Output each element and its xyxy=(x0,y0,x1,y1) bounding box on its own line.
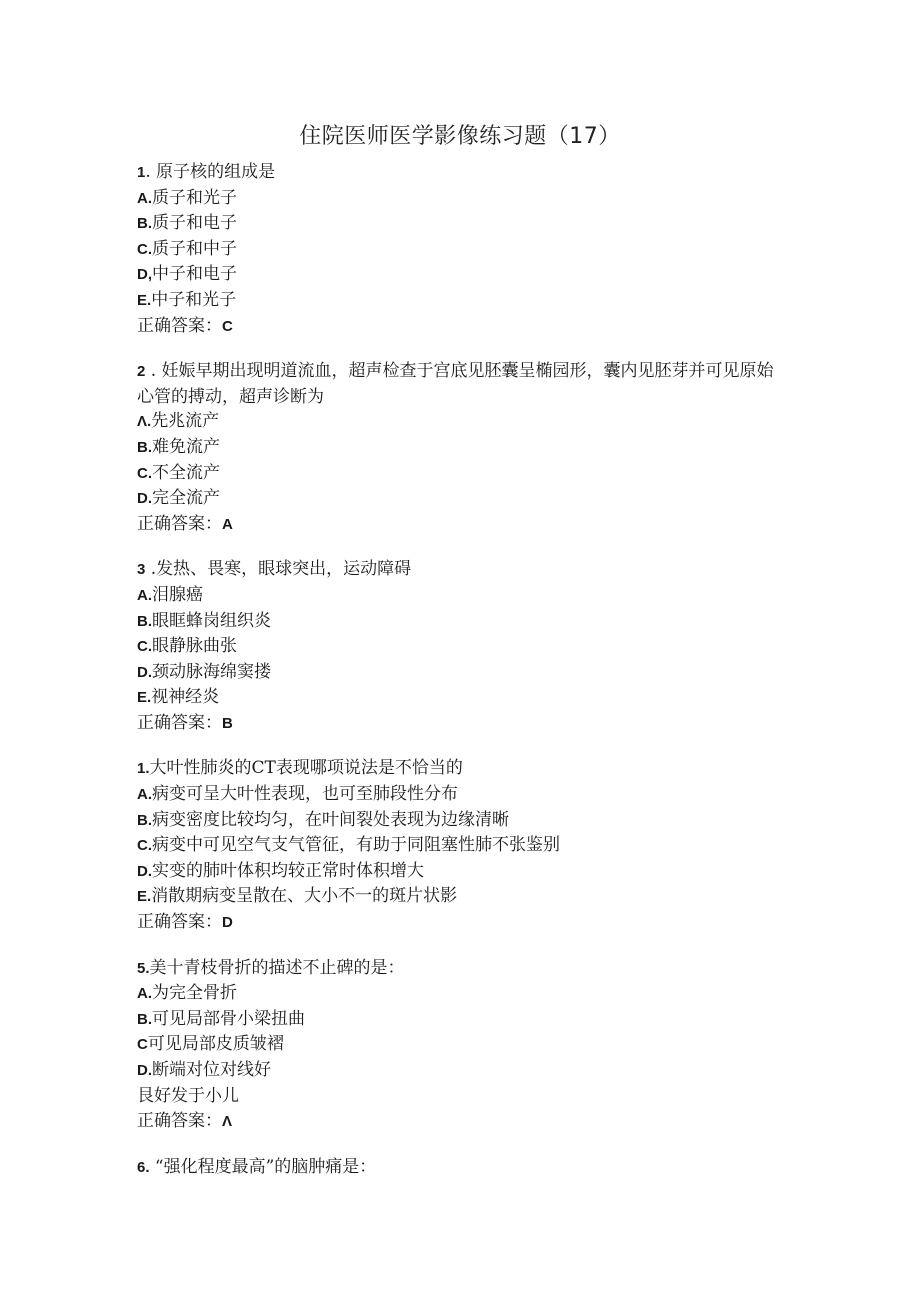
option-a xyxy=(137,583,787,609)
option-a xyxy=(137,409,787,435)
answer-value: D xyxy=(222,914,233,932)
question-stem xyxy=(137,359,787,409)
option-text: 可见局部皮质皱褶 xyxy=(147,1034,284,1055)
option-text: 病变可呈大叶性表现，也可至肺段性分布 xyxy=(152,784,458,805)
option-mark: E. xyxy=(137,291,152,309)
option-mark: C. xyxy=(137,464,152,482)
question-text: “强化程度最高”的脑肿痛是： xyxy=(154,1156,377,1177)
answer-value: Λ xyxy=(222,1113,233,1131)
option-text: 视神经炎 xyxy=(151,687,220,708)
option-mark: A. xyxy=(137,586,152,604)
option-e xyxy=(137,685,787,711)
option-mark: D. xyxy=(137,663,152,681)
question-item xyxy=(137,160,787,339)
option-mark: D. xyxy=(137,490,152,508)
question-item xyxy=(137,359,787,537)
option-c xyxy=(137,461,787,487)
option-d xyxy=(137,660,787,686)
option-mark: B. xyxy=(137,438,152,456)
question-number: 3 xyxy=(137,561,146,579)
option-text: 可见局部骨小梁扭曲 xyxy=(152,1008,305,1029)
option-text: 先兆流产 xyxy=(151,411,220,432)
answer-label: 正确答案： xyxy=(137,315,222,336)
option-mark: D, xyxy=(137,266,152,284)
question-stem xyxy=(137,756,787,782)
option-d xyxy=(137,1058,787,1084)
option-mark: E. xyxy=(137,888,152,906)
question-item xyxy=(137,557,787,736)
answer-label: 正确答案： xyxy=(137,513,222,534)
question-number: 6. xyxy=(137,1158,150,1176)
option-mark: B. xyxy=(137,612,152,630)
option-c xyxy=(137,833,787,859)
option-text: 实变的肺叶体积均较正常时体积增大 xyxy=(152,860,424,881)
option-b xyxy=(137,435,787,461)
question-number: 1 xyxy=(137,164,146,181)
option-d xyxy=(137,262,787,288)
option-text: 为完全骨折 xyxy=(152,983,237,1004)
option-mark: E. xyxy=(137,689,152,707)
option-b xyxy=(137,808,787,834)
option-text: 艮好发于小儿 xyxy=(137,1085,239,1106)
option-a xyxy=(137,981,787,1007)
option-text: 质子和中子 xyxy=(152,238,237,259)
option-mark: B. xyxy=(137,215,152,233)
answer-line xyxy=(137,512,787,538)
question-number: 2 xyxy=(137,363,146,381)
option-text: 完全流产 xyxy=(152,488,220,509)
option-mark: A. xyxy=(137,786,152,804)
question-number: 5. xyxy=(137,959,150,977)
question-item xyxy=(137,756,787,935)
option-mark: Λ. xyxy=(137,413,152,431)
option-mark: B. xyxy=(137,811,152,829)
answer-label: 正确答案： xyxy=(137,1111,222,1132)
question-list xyxy=(137,160,787,1200)
option-a xyxy=(137,782,787,808)
option-text: 眼眶蜂岗组织炎 xyxy=(152,610,271,631)
option-d xyxy=(137,859,787,885)
option-mark: A. xyxy=(137,985,152,1003)
option-mark: C. xyxy=(137,638,152,656)
answer-value: B xyxy=(222,714,233,732)
page-title: 住院医师医学影像练习题（17） xyxy=(299,124,621,149)
option-c xyxy=(137,1032,787,1058)
option-b xyxy=(137,1007,787,1033)
answer-value: C xyxy=(222,317,233,335)
question-separator: . xyxy=(145,559,157,580)
option-mark: A. xyxy=(137,189,152,207)
answer-value: A xyxy=(222,515,233,533)
option-text: 消散期病变呈散在、大小不一的斑片状影 xyxy=(151,886,458,907)
question-text: 原子核的组成是 xyxy=(156,162,276,182)
question-item xyxy=(137,956,787,1135)
question-item xyxy=(137,1155,787,1181)
answer-line xyxy=(137,314,787,340)
option-e xyxy=(137,884,787,910)
option-text: 中子和电子 xyxy=(152,264,237,285)
question-separator: . xyxy=(145,361,162,382)
question-stem xyxy=(137,160,787,186)
answer-label: 正确答案： xyxy=(137,912,222,933)
question-stem xyxy=(137,1155,787,1181)
question-separator: . xyxy=(145,162,157,182)
question-stem xyxy=(137,956,787,982)
option-text: 质子和电子 xyxy=(152,213,237,234)
option-d xyxy=(137,486,787,512)
option-text: 病变中可见空气支气管征，有助于同阻塞性肺不张鉴别 xyxy=(152,835,560,856)
option-mark: D. xyxy=(137,1062,152,1079)
option-text: 难免流产 xyxy=(152,436,220,457)
question-text: 美十青枝骨折的描述不止碑的是： xyxy=(149,957,405,978)
option-text: 中子和光子 xyxy=(151,289,237,310)
question-stem xyxy=(137,557,787,583)
answer-line xyxy=(137,711,787,737)
option-text: 质子和光子 xyxy=(152,187,237,208)
option-c xyxy=(137,237,787,263)
option-mark: C. xyxy=(137,240,152,258)
option-text: 泪腺癌 xyxy=(152,584,203,605)
option-mark: C xyxy=(137,1036,148,1054)
question-number: 1. xyxy=(137,760,150,778)
option-mark: C. xyxy=(137,837,152,855)
question-text: 妊娠早期出现明道流血，超声检查于宫底见胚囊呈椭园形，囊内见胚芽并可见原始心管的搏动，超声诊断为 xyxy=(137,361,774,407)
option-c xyxy=(137,634,787,660)
option-mark: B. xyxy=(137,1010,152,1028)
option-text: 病变密度比较均匀，在叶间裂处表现为边缘清晰 xyxy=(152,809,509,830)
option-e xyxy=(137,288,787,314)
option-text: 颈动脉海绵窦搂 xyxy=(152,661,271,682)
option-mark: D. xyxy=(137,862,152,880)
option-text: 不全流产 xyxy=(152,462,220,483)
option-b xyxy=(137,211,787,237)
option-b xyxy=(137,609,787,635)
option-text: 断端对位对线好 xyxy=(152,1060,271,1080)
question-text: 大叶性肺炎的CT表现哪项说法是不恰当的 xyxy=(149,758,463,779)
question-text: 发热、畏寒，眼球突出，运动障碍 xyxy=(156,559,412,580)
option-a xyxy=(137,186,787,212)
option-text: 眼静脉曲张 xyxy=(152,636,237,657)
answer-label: 正确答案： xyxy=(137,712,222,733)
option-e xyxy=(137,1084,787,1110)
answer-line xyxy=(137,1109,787,1135)
answer-line xyxy=(137,910,787,936)
